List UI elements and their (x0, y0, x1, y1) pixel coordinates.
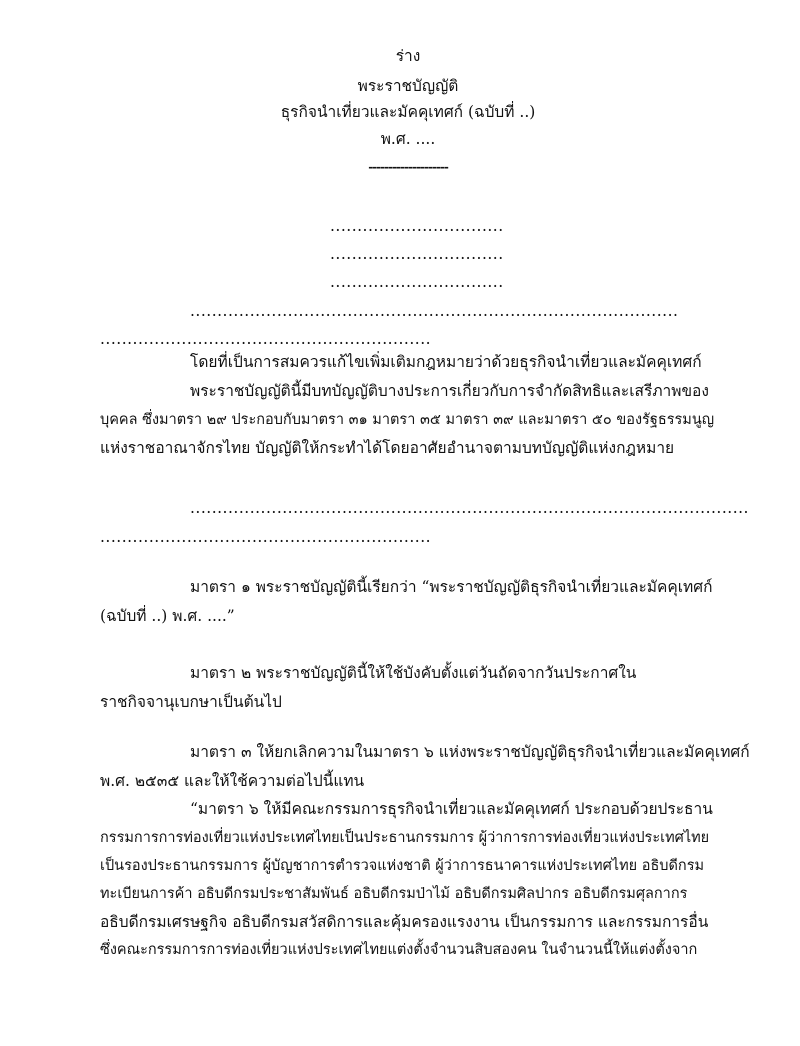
draft-label: ร่าง (395, 47, 421, 65)
act-label: พระราชบัญญัติ (357, 77, 459, 95)
section-3-line: พ.ศ. ๒๕๓๕ และให้ใช้ความต่อไปนี้แทน (100, 772, 365, 790)
header-rule: -------------------- (368, 160, 448, 174)
placeholder-dots: ................................ (330, 245, 504, 263)
section-1-line: (ฉบับที่ ..) พ.ศ. ....” (100, 607, 235, 625)
placeholder-dots: ............................................................. (100, 330, 432, 348)
placeholder-dots: ................................ (330, 273, 504, 291)
section-3-line: กรรมการการท่องเที่ยวแห่งประเทศไทยเป็นประธานกรรมการ ผู้ว่าการการท่องเที่ยวแห่งประเทศไทย (100, 830, 710, 846)
year-label: พ.ศ. .... (380, 130, 436, 148)
section-3-line: ซึ่งคณะกรรมการการท่องเที่ยวแห่งประเทศไทยแต่งตั้งจำนวนสิบสองคน ในจำนวนนี้ให้แต่งตั้งจาก (100, 942, 698, 958)
section-2-line: มาตรา ๒ พระราชบัญญัตินี้ให้ใช้บังคับตั้งแต่วันถัดจากวันประกาศใน (190, 664, 637, 682)
section-3-line: “มาตรา ๖ ให้มีคณะกรรมการธุรกิจนำเที่ยวและมัคคุเทศก์ ประกอบด้วยประธาน (190, 800, 713, 818)
preamble-line: พระราชบัญญัตินี้มีบทบัญญัติบางประการเกี่ยวกับการจำกัดสิทธิและเสรีภาพของ (190, 382, 709, 400)
section-1-line: มาตรา ๑ พระราชบัญญัตินี้เรียกว่า “พระราชบัญญัติธุรกิจนำเที่ยวและมัคคุเทศก์ (190, 578, 713, 596)
placeholder-dots: ............................................................. (100, 528, 432, 546)
section-3-line: อธิบดีกรมเศรษฐกิจ อธิบดีกรมสวัสดิการและคุ้มครองแรงงาน เป็นกรรมการ และกรรมการอื่น (100, 913, 709, 931)
preamble-line: บุคคล ซึ่งมาตรา ๒๙ ประกอบกับมาตรา ๓๑ มาตรา ๓๕ มาตรา ๓๙ และมาตรา ๕๐ ของรัฐธรรมนูญ (100, 412, 715, 428)
placeholder-dots: ....................................................................................................... (190, 499, 749, 517)
section-3-line: เป็นรองประธานกรรมการ ผู้บัญชาการตำรวจแห่งชาติ ผู้ว่าการธนาคารแห่งประเทศไทย อธิบดีกรม (100, 858, 705, 874)
preamble-line: แห่งราชอาณาจักรไทย บัญญัติให้กระทำได้โดยอาศัยอำนาจตามบทบัญญัติแห่งกฎหมาย (100, 439, 675, 457)
document-title: ธุรกิจนำเที่ยวและมัคคุเทศก์ (ฉบับที่ ..) (280, 103, 536, 121)
section-2-line: ราชกิจจานุเบกษาเป็นต้นไป (100, 693, 282, 711)
preamble-line: โดยที่เป็นการสมควรแก้ไขเพิ่มเติมกฎหมายว่าด้วยธุรกิจนำเที่ยวและมัคคุเทศก์ (190, 353, 702, 371)
section-3-line: มาตรา ๓ ให้ยกเลิกความในมาตรา ๖ แห่งพระราชบัญญัติธุรกิจนำเที่ยวและมัคคุเทศก์ (190, 743, 750, 761)
placeholder-dots: .......................................................................................... (190, 302, 679, 320)
section-3-line: ทะเบียนการค้า อธิบดีกรมประชาสัมพันธ์ อธิบดีกรมป่าไม้ อธิบดีกรมศิลปากร อธิบดีกรมศุลกากร (100, 886, 688, 902)
placeholder-dots: ................................ (330, 217, 504, 235)
